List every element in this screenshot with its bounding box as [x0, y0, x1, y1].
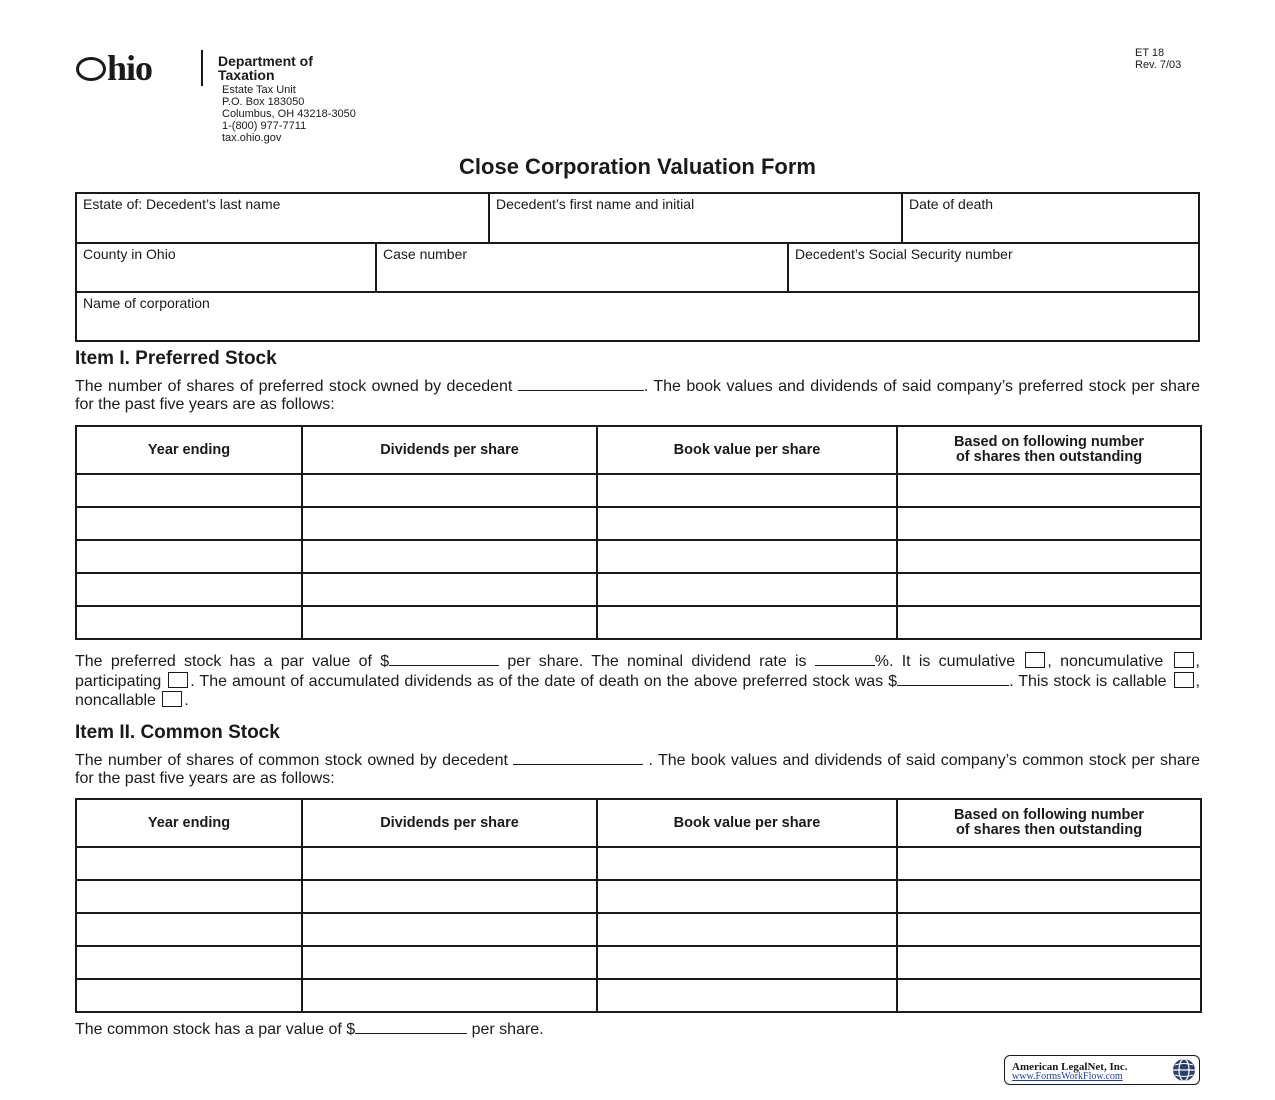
- table-cell[interactable]: [597, 979, 897, 1012]
- col-shares-line: of shares then outstanding: [955, 822, 1143, 838]
- table-row: [76, 573, 1201, 606]
- table-cell[interactable]: [897, 946, 1201, 979]
- common-intro-text: . The book values and dividends of said company’s common stock per share for the past five years are as follows:: [75, 752, 1200, 787]
- table-row: [76, 913, 1201, 946]
- address-line: Columbus, OH 43218-3050: [222, 108, 356, 120]
- common-terms-text: per share.: [471, 1021, 544, 1038]
- table-cell[interactable]: [897, 880, 1201, 913]
- col-year-ending: Year ending: [76, 426, 302, 474]
- table-cell[interactable]: [302, 946, 597, 979]
- ssn-field[interactable]: [789, 244, 1198, 291]
- col-shares-line: of shares then outstanding: [955, 449, 1143, 465]
- table-row: [76, 880, 1201, 913]
- preferred-stock-table: [75, 425, 1202, 640]
- table-cell[interactable]: [76, 913, 302, 946]
- table-cell[interactable]: [897, 507, 1201, 540]
- common-stock-heading: Item II. Common Stock: [75, 722, 280, 743]
- common-stock-table: [75, 798, 1202, 1013]
- col-shares-outstanding: [897, 426, 1201, 474]
- preferred-terms-text: .: [184, 692, 189, 709]
- table-cell[interactable]: [897, 913, 1201, 946]
- form-id-block: [1135, 47, 1181, 71]
- department-line1: Department of: [218, 53, 313, 69]
- preferred-terms-text: , noncallable: [75, 673, 1201, 709]
- page-title: Close Corporation Valuation Form: [459, 154, 816, 179]
- preferred-terms-text: per share. The nominal dividend rate is: [507, 653, 807, 670]
- preferred-shares-blank[interactable]: [518, 376, 644, 391]
- col-book-value: Book value per share: [597, 426, 897, 474]
- last-name-field[interactable]: [77, 194, 488, 242]
- table-cell[interactable]: [302, 847, 597, 880]
- case-number-field[interactable]: [377, 244, 787, 291]
- participating-checkbox[interactable]: [168, 672, 188, 688]
- table-row: [76, 507, 1201, 540]
- table-row: [76, 540, 1201, 573]
- table-cell[interactable]: [597, 540, 897, 573]
- footer-url-link[interactable]: www.FormsWorkFlow.com: [1012, 1071, 1123, 1082]
- table-cell[interactable]: [76, 573, 302, 606]
- corporation-label: Name of corporation: [83, 295, 210, 311]
- date-of-death-field[interactable]: [903, 194, 1198, 242]
- common-shares-blank[interactable]: [513, 750, 643, 765]
- callable-checkbox[interactable]: [1174, 672, 1194, 688]
- common-terms-text: The common stock has a par value of $: [75, 1021, 356, 1038]
- common-terms: [75, 1019, 1200, 1039]
- address-block: [222, 84, 356, 144]
- preferred-terms-text: The preferred stock has a par value of $: [75, 653, 390, 670]
- table-cell[interactable]: [597, 880, 897, 913]
- table-cell[interactable]: [302, 913, 597, 946]
- county-label: County in Ohio: [83, 246, 176, 262]
- table-cell[interactable]: [897, 847, 1201, 880]
- table-cell[interactable]: [897, 540, 1201, 573]
- logo-divider: [201, 50, 203, 86]
- address-line: P.O. Box 183050: [222, 96, 305, 108]
- department-name: [218, 54, 313, 82]
- table-cell[interactable]: [302, 573, 597, 606]
- col-book-value: Book value per share: [597, 799, 897, 847]
- form-revision: Rev. 7/03: [1135, 59, 1182, 71]
- table-header-row: [76, 799, 1201, 847]
- table-cell[interactable]: [597, 507, 897, 540]
- preferred-intro: [75, 376, 1200, 414]
- preferred-terms-text: %. It is cumulative: [874, 653, 1016, 670]
- col-dividends: Dividends per share: [302, 799, 597, 847]
- address-line: 1-(800) 977-7711: [222, 120, 307, 132]
- preferred-intro-text: . The book values and dividends of said company’s preferred stock per share for the past five years are as follows:: [75, 378, 1201, 413]
- common-intro-text: The number of shares of common stock owned by decedent: [75, 752, 508, 769]
- noncumulative-checkbox[interactable]: [1174, 652, 1194, 668]
- table-row: [76, 847, 1201, 880]
- footer-company: American LegalNet, Inc.: [1012, 1061, 1128, 1073]
- accumulated-dividends-blank[interactable]: [897, 671, 1009, 686]
- table-cell[interactable]: [76, 946, 302, 979]
- table-cell[interactable]: [597, 474, 897, 507]
- table-cell[interactable]: [302, 880, 597, 913]
- table-cell[interactable]: [597, 847, 897, 880]
- ohio-logo-o-mark: [76, 57, 106, 81]
- table-row: [76, 979, 1201, 1012]
- table-cell[interactable]: [897, 979, 1201, 1012]
- dividend-rate-blank[interactable]: [815, 651, 875, 666]
- table-cell[interactable]: [302, 979, 597, 1012]
- col-shares-outstanding: [897, 799, 1201, 847]
- table-cell[interactable]: [76, 507, 302, 540]
- table-cell[interactable]: [597, 606, 897, 639]
- last-name-label: Estate of: Decedent’s last name: [83, 196, 281, 212]
- preferred-terms-text: . This stock is callable: [1009, 673, 1167, 690]
- table-header-row: [76, 426, 1201, 474]
- date-of-death-label: Date of death: [909, 196, 994, 212]
- preferred-terms-text: . The amount of accumulated dividends as of the date of death on the above preferred stock was $: [190, 673, 898, 690]
- table-cell[interactable]: [302, 507, 597, 540]
- preferred-terms-text: , participating: [75, 653, 1200, 690]
- preferred-intro-text: The number of shares of preferred stock owned by decedent: [75, 378, 513, 395]
- ohio-logo-text: hio: [107, 48, 153, 88]
- cumulative-checkbox[interactable]: [1025, 652, 1045, 668]
- table-cell[interactable]: [897, 573, 1201, 606]
- first-name-label: Decedent’s first name and initial: [496, 196, 695, 212]
- col-year-ending: Year ending: [76, 799, 302, 847]
- table-cell[interactable]: [76, 979, 302, 1012]
- noncallable-checkbox[interactable]: [162, 691, 182, 707]
- table-row: [76, 474, 1201, 507]
- table-cell[interactable]: [302, 540, 597, 573]
- col-shares-line: Based on following number: [953, 807, 1145, 823]
- american-legalnet-badge: [1004, 1055, 1200, 1085]
- table-cell[interactable]: [302, 474, 597, 507]
- table-cell[interactable]: [76, 880, 302, 913]
- address-line: Estate Tax Unit: [222, 84, 296, 96]
- ssn-label: Decedent’s Social Security number: [795, 246, 1013, 262]
- address-line: tax.ohio.gov: [222, 132, 282, 144]
- table-cell[interactable]: [76, 847, 302, 880]
- county-field[interactable]: [77, 244, 375, 291]
- case-number-label: Case number: [383, 246, 468, 262]
- table-row: [76, 946, 1201, 979]
- table-cell[interactable]: [597, 913, 897, 946]
- corporation-name-field[interactable]: [77, 293, 1198, 340]
- first-name-field[interactable]: [490, 194, 901, 242]
- table-cell[interactable]: [302, 606, 597, 639]
- preferred-par-value-blank[interactable]: [389, 651, 499, 666]
- department-line2: Taxation: [218, 67, 275, 83]
- table-cell[interactable]: [897, 474, 1201, 507]
- table-cell[interactable]: [76, 474, 302, 507]
- table-row: [76, 606, 1201, 639]
- col-shares-line: Based on following number: [953, 434, 1145, 450]
- table-cell[interactable]: [76, 540, 302, 573]
- ohio-logo: [76, 50, 152, 86]
- table-cell[interactable]: [597, 946, 897, 979]
- table-cell[interactable]: [76, 606, 302, 639]
- preferred-terms: [75, 651, 1200, 710]
- decedent-info-grid: [75, 192, 1200, 342]
- table-cell[interactable]: [597, 573, 897, 606]
- common-par-value-blank[interactable]: [355, 1019, 467, 1034]
- preferred-terms-text: , noncumulative: [1047, 653, 1164, 670]
- preferred-stock-heading: Item I. Preferred Stock: [75, 348, 277, 369]
- col-dividends: Dividends per share: [302, 426, 597, 474]
- form-id: ET 18: [1135, 47, 1165, 59]
- globe-icon: [1171, 1057, 1197, 1083]
- table-cell[interactable]: [897, 606, 1201, 639]
- common-intro: [75, 750, 1200, 788]
